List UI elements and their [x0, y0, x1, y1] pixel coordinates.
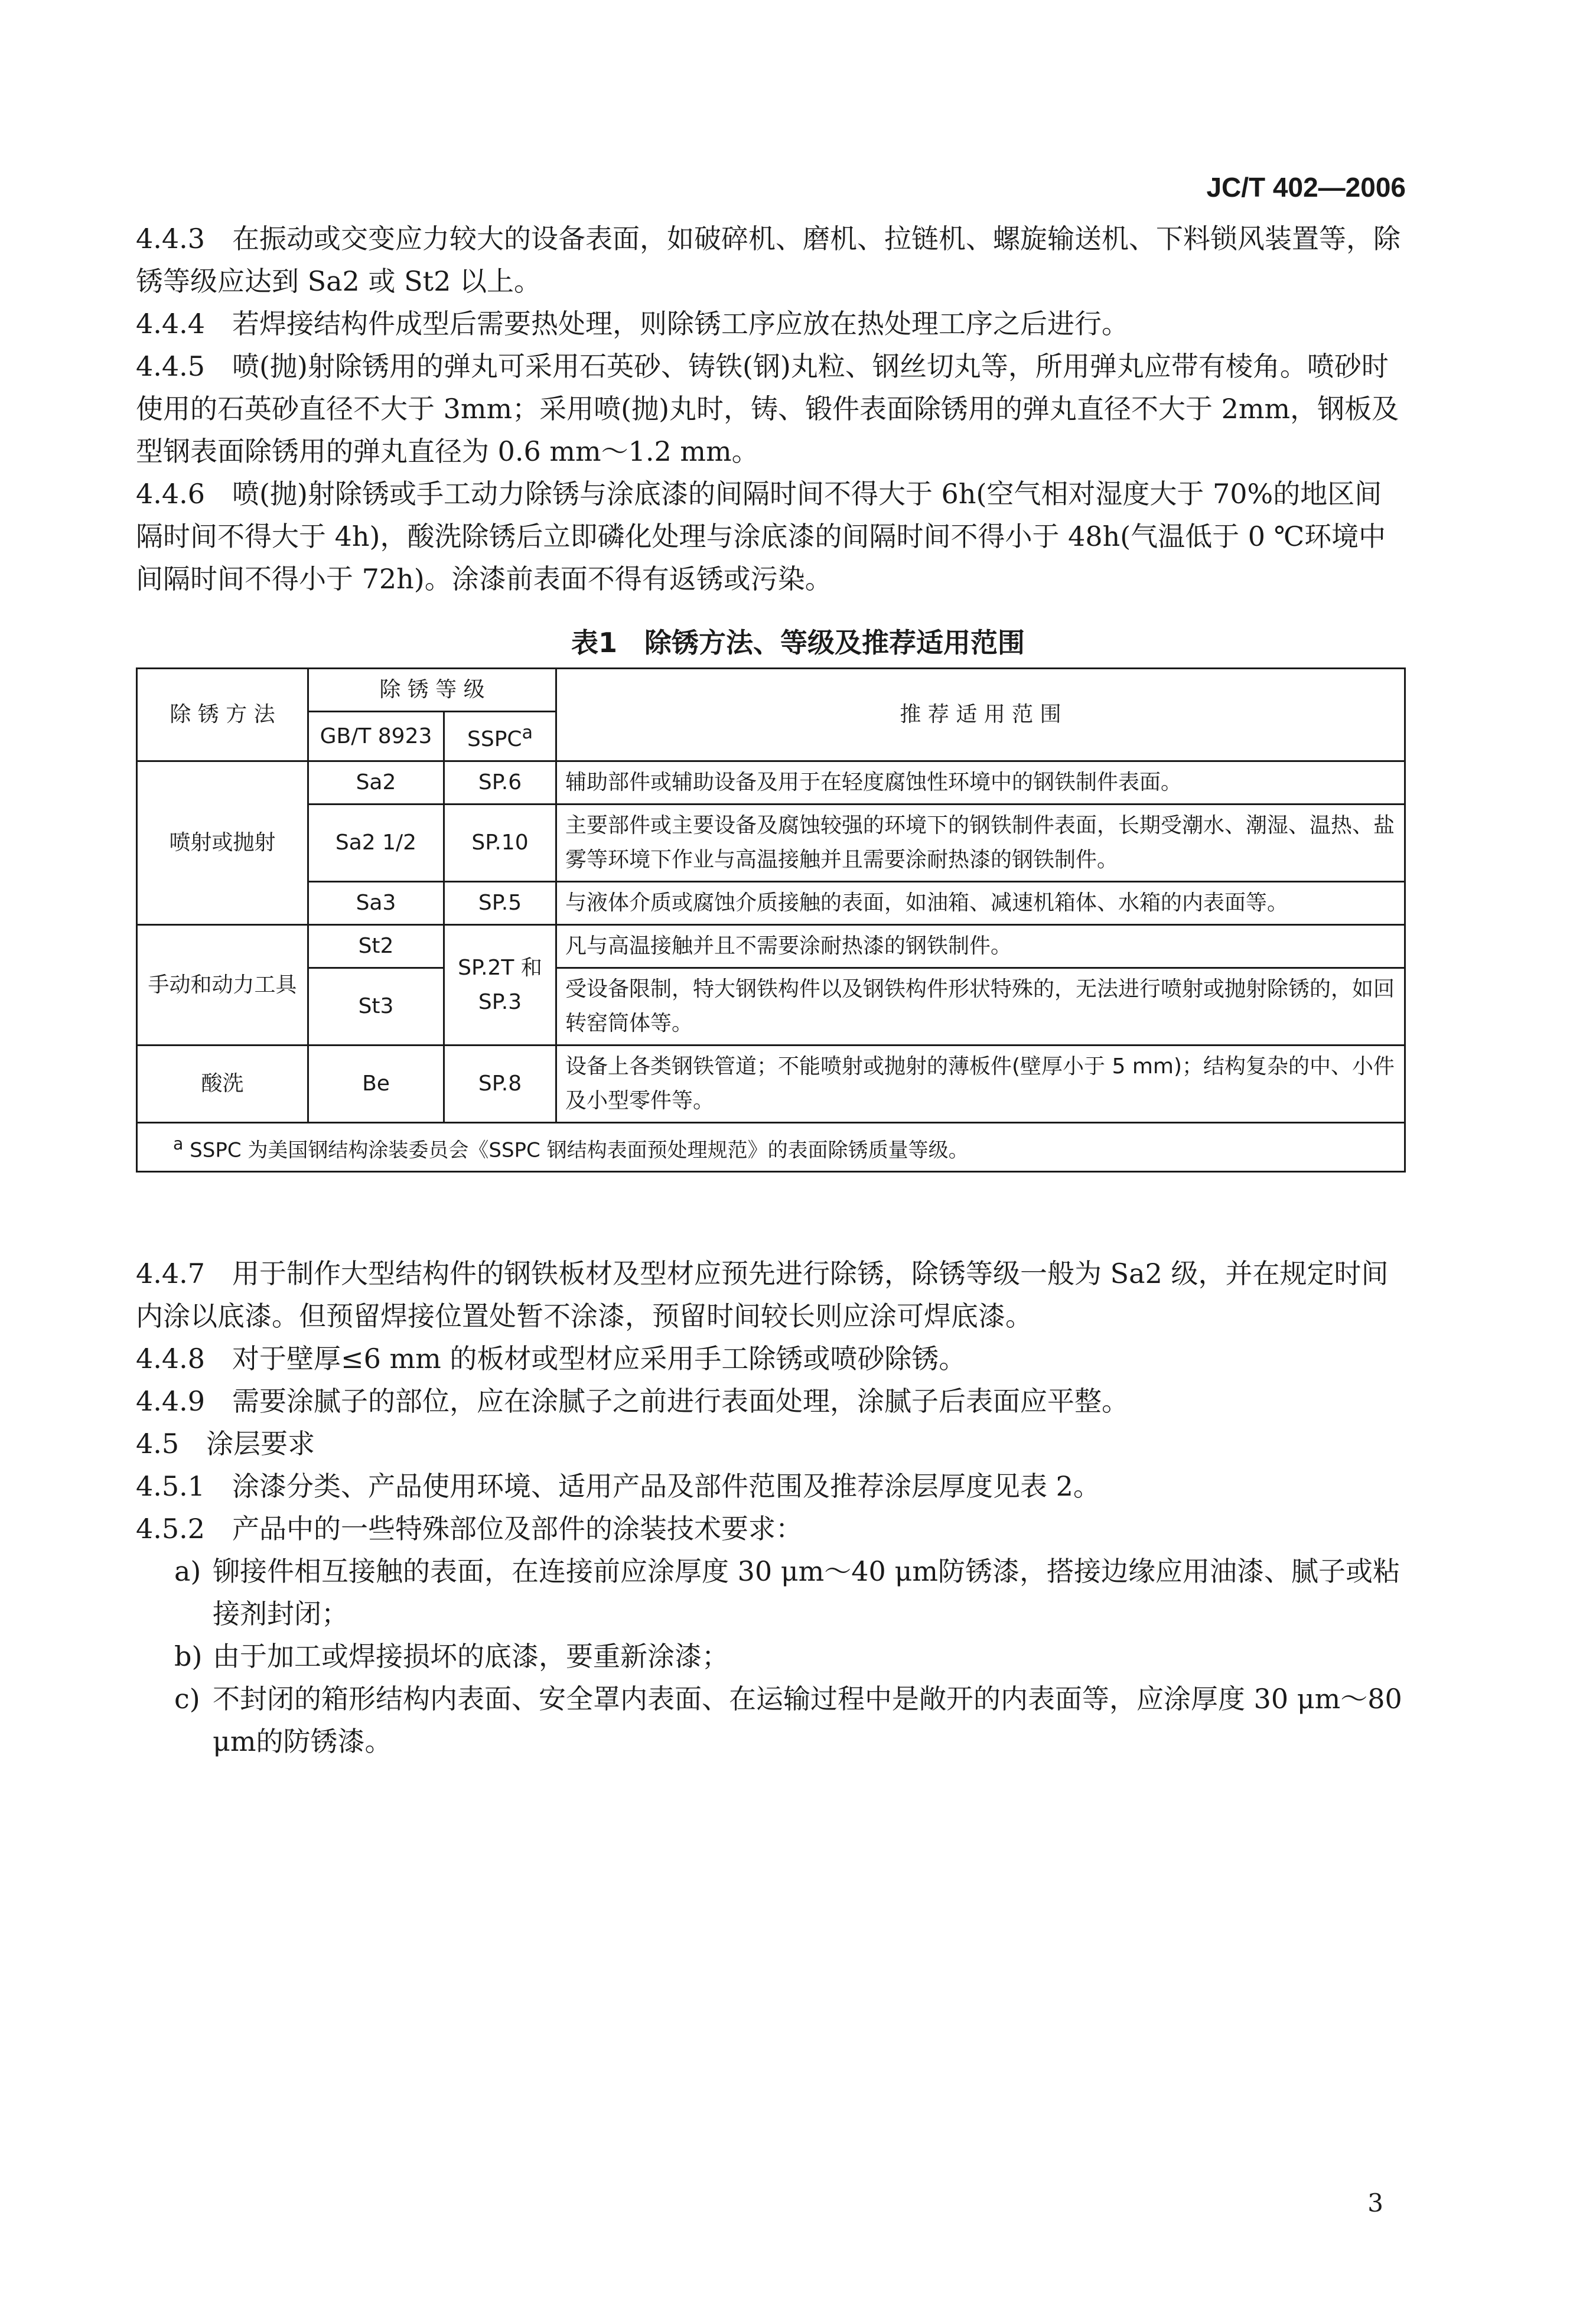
- cell-gbt: Sa2 1/2: [308, 805, 444, 882]
- cell-gbt: Sa2: [308, 761, 444, 805]
- cell-scope: 主要部件或主要设备及腐蚀较强的环境下的钢铁制件表面，长期受潮水、潮湿、温热、盐雾等环境下作业与高温接触并且需要涂耐热漆的钢铁制件。: [556, 805, 1405, 882]
- table-footnote: $^a$ SSPC 为美国钢结构涂装委员会《SSPC 钢结构表面预处理规范》的表面除锈质量等级。: [137, 1123, 1405, 1172]
- cell-scope: 凡与高温接触并且不需要涂耐热漆的钢铁制件。: [556, 925, 1405, 968]
- table-row: [137, 968, 1405, 1046]
- paragraph-4-4-3: 4.4.3 在振动或交变应力较大的设备表面，如破碎机、磨机、拉链机、螺旋输送机、下料锁风装置等，除锈等级应达到 Sa2 或 St2 以上。: [136, 223, 1401, 297]
- section-heading-4-5: 4.5 涂层要求: [136, 1428, 315, 1460]
- group-blast: 喷射或抛射: [137, 761, 308, 925]
- cell-gbt: Sa3: [308, 882, 444, 925]
- cell-sspc: SP.8: [444, 1046, 556, 1123]
- header-scope: 推 荐 适 用 范 围: [556, 669, 1405, 761]
- header-sspc: SSPC$^a$: [444, 712, 556, 761]
- table-row: [137, 882, 1405, 925]
- cell-gbt: Be: [308, 1046, 444, 1123]
- group-tool: 手动和动力工具: [137, 925, 308, 1046]
- body-text-bottom: [136, 1252, 1406, 1763]
- cell-scope: 受设备限制，特大钢铁构件以及钢铁构件形状特殊的，无法进行喷射或抛射除锈的，如回转窑筒体等。: [556, 968, 1405, 1046]
- page-number: 3: [1367, 2188, 1383, 2217]
- cell-sspc: SP.5: [444, 882, 556, 925]
- table-footnote-row: [137, 1123, 1405, 1172]
- list-item-c: c) 不封闭的箱形结构内表面、安全罩内表面、在运输过程中是敞开的内表面等，应涂厚度 30 μm～80 μm的防锈漆。: [174, 1683, 1402, 1757]
- paragraph-4-4-6: 4.4.6 喷(抛)射除锈或手工动力除锈与涂底漆的间隔时间不得大于 6h(空气相对湿度大于 70%的地区间隔时间不得大于 4h)，酸洗除锈后立即磷化处理与涂底漆的间隔时间不得小于 48h(气温低于 0 ℃环境中间隔时间不得小于 72h)。涂漆前表面不得有返锈或污染。: [136, 478, 1386, 595]
- document-code-header: JC/T 402—2006: [1206, 172, 1406, 203]
- table-row: [137, 761, 1405, 805]
- paragraph-4-4-9: 4.4.9 需要涂腻子的部位，应在涂腻子之前进行表面处理，涂腻子后表面应平整。: [136, 1385, 1129, 1417]
- paragraph-4-4-8: 4.4.8 对于壁厚≤6 mm 的板材或型材应采用手工除锈或喷砂除锈。: [136, 1343, 966, 1375]
- derusting-grade-table: [136, 667, 1406, 1173]
- table-row: [137, 1046, 1405, 1123]
- table-row: [137, 925, 1405, 968]
- header-grade: 除 锈 等 级: [308, 669, 556, 712]
- table-caption: 表1 除锈方法、等级及推荐适用范围: [571, 627, 1025, 659]
- cell-sspc: SP.6: [444, 761, 556, 805]
- paragraph-4-4-5: 4.4.5 喷(抛)射除锈用的弹丸可采用石英砂、铸铁(钢)丸粒、钢丝切丸等，所用弹丸应带有棱角。喷砂时使用的石英砂直径不大于 3mm；采用喷(抛)丸时，铸、锻件表面除锈用的弹丸直径不大于 2mm，钢板及型钢表面除锈用的弹丸直径为 0.6 mm～1.2 mm。: [136, 350, 1399, 467]
- body-text-top: [136, 217, 1406, 600]
- paragraph-4-5-2: 4.5.2 产品中的一些特殊部位及部件的涂装技术要求：: [136, 1513, 803, 1545]
- list-item-a: a) 铆接件相互接触的表面，在连接前应涂厚度 30 μm～40 μm防锈漆，搭接边缘应用油漆、腻子或粘接剂封闭；: [174, 1555, 1400, 1630]
- cell-scope: 辅助部件或辅助设备及用于在轻度腐蚀性环境中的钢铁制件表面。: [556, 761, 1405, 805]
- cell-gbt: St2: [308, 925, 444, 968]
- cell-sspc: SP.2T 和 SP.3: [444, 925, 556, 1046]
- paragraph-4-4-4: 4.4.4 若焊接结构件成型后需要热处理，则除锈工序应放在热处理工序之后进行。: [136, 308, 1129, 340]
- cell-sspc: SP.10: [444, 805, 556, 882]
- paragraph-4-4-7: 4.4.7 用于制作大型结构件的钢铁板材及型材应预先进行除锈，除锈等级一般为 Sa2 级，并在规定时间内涂以底漆。但预留焊接位置处暂不涂漆，预留时间较长则应涂可焊底漆。: [136, 1258, 1389, 1332]
- group-acid: 酸洗: [137, 1046, 308, 1123]
- header-gbt: GB/T 8923: [308, 712, 444, 761]
- cell-scope: 设备上各类钢铁管道；不能喷射或抛射的薄板件(壁厚小于 5 mm)；结构复杂的中、小件及小型零件等。: [556, 1046, 1405, 1123]
- cell-gbt: St3: [308, 968, 444, 1046]
- paragraph-4-5-1: 4.5.1 涂漆分类、产品使用环境、适用产品及部件范围及推荐涂层厚度见表 2。: [136, 1470, 1100, 1502]
- header-method: 除 锈 方 法: [137, 669, 308, 761]
- list-item-b: b) 由于加工或焊接损坏的底漆，要重新涂漆；: [174, 1640, 729, 1672]
- table-row: [137, 805, 1405, 882]
- cell-scope: 与液体介质或腐蚀介质接触的表面，如油箱、减速机箱体、水箱的内表面等。: [556, 882, 1405, 925]
